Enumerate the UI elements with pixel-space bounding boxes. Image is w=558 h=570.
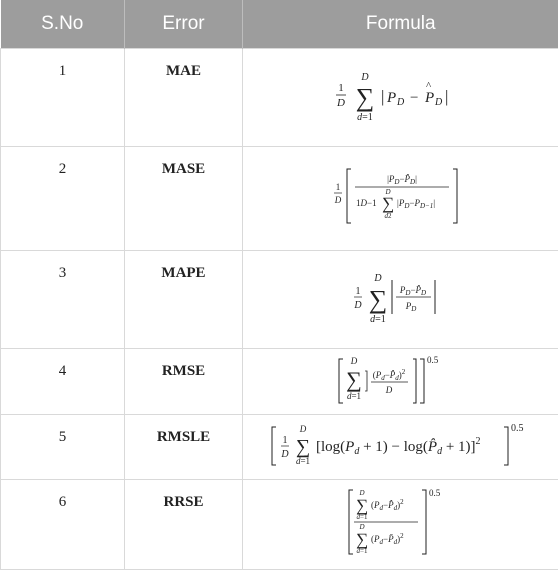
- svg-text:[log(Pd + 1) − log(P̂d + 1)]2: [$\log(P_d + 1)$ − $\log(P̂_d + 1)]^2$: [315, 435, 481, 457]
- svg-text:D: D: [358, 489, 365, 497]
- rrse-formula: [346, 486, 456, 558]
- svg-text:D: D: [373, 273, 382, 284]
- svg-text:1D−1: 1D−1: [355, 198, 377, 208]
- svg-text:∑: ∑: [355, 83, 374, 112]
- svg-text:PD−P̂D: $P_D-P̂_D$: [399, 285, 426, 297]
- svg-text:(Pd−P̂d)2: $(P_d-P̂_d)^2$: [372, 368, 405, 382]
- row-error: MAPE: [125, 251, 243, 349]
- svg-text:∑: ∑: [368, 285, 387, 314]
- svg-text:P: P: [424, 90, 434, 106]
- row-sno: 3: [1, 251, 125, 349]
- rrse-formula-cell: [243, 480, 558, 570]
- table-row: [1, 349, 558, 415]
- row-error: RMSLE: [125, 415, 243, 480]
- svg-text:|: |: [444, 87, 448, 106]
- header-error: Error: [125, 0, 243, 49]
- table-row: [1, 480, 558, 570]
- table-row: [1, 49, 558, 147]
- svg-text:d=1: d=1: [356, 112, 373, 123]
- mase-formula: [331, 165, 471, 227]
- row-sno: 4: [1, 349, 125, 415]
- mase-formula-cell: [243, 147, 558, 251]
- svg-text:(Pd−P̄d)2: $(P_d-P̄_d)^2$: [370, 532, 404, 546]
- table-row: [1, 415, 558, 480]
- svg-text:0.5: 0.5: [428, 488, 440, 498]
- svg-text:D: D: [334, 195, 341, 205]
- svg-text:1: 1: [282, 434, 287, 446]
- svg-text:D: D: [360, 72, 369, 83]
- svg-text:D: D: [336, 97, 345, 109]
- row-error: MAE: [125, 49, 243, 147]
- svg-text:∑: ∑: [355, 530, 368, 549]
- rmsle-formula: [270, 419, 532, 471]
- rmse-formula: [336, 351, 466, 407]
- mape-formula: [351, 266, 451, 328]
- svg-text:D: D: [384, 188, 391, 196]
- svg-text:0.5: 0.5: [510, 422, 523, 434]
- svg-text:∑: ∑: [381, 194, 394, 213]
- svg-text:D: D: [358, 523, 365, 531]
- svg-text:D: D: [396, 97, 404, 108]
- svg-text:d=1: d=1: [356, 547, 367, 555]
- svg-text:PD: $P_D$: [405, 301, 416, 313]
- svg-text:d=1: d=1: [356, 513, 367, 521]
- row-error: RRSE: [125, 480, 243, 570]
- mae-formula: [331, 65, 471, 125]
- row-sno: 2: [1, 147, 125, 251]
- rmsle-formula-cell: [243, 415, 558, 480]
- svg-text:−: −: [409, 90, 418, 106]
- svg-text:|PD−P̂D|: $|P_D-P̂_D|$: [386, 174, 417, 186]
- svg-text:1: 1: [337, 82, 344, 94]
- row-error: MASE: [125, 147, 243, 251]
- rmse-formula-cell: [243, 349, 558, 415]
- table-row: [1, 147, 558, 251]
- svg-text:|PD−PD−1|: $|P_D-P_{D-1}|$: [396, 198, 435, 210]
- svg-text:D: D: [280, 448, 289, 460]
- row-sno: 1: [1, 49, 125, 147]
- header-sno: S.No: [1, 0, 125, 49]
- table-row: [1, 251, 558, 349]
- svg-text:(Pd−P̂d)2: $(P_d-P̂_d)^2$: [370, 498, 404, 512]
- svg-text:D: D: [350, 356, 357, 366]
- header-row: [1, 0, 558, 49]
- svg-text:|: |: [380, 87, 384, 106]
- svg-text:^: ^: [425, 80, 431, 92]
- row-sno: 6: [1, 480, 125, 570]
- svg-text:D: D: [434, 97, 442, 108]
- svg-text:∑: ∑: [355, 496, 368, 515]
- svg-text:d2: d2: [384, 212, 391, 220]
- row-error: RMSE: [125, 349, 243, 415]
- mae-formula-cell: [243, 49, 558, 147]
- mape-formula-cell: [243, 251, 558, 349]
- svg-text:P: P: [386, 90, 396, 106]
- svg-text:1: 1: [355, 286, 360, 297]
- svg-text:D: D: [299, 423, 306, 434]
- svg-text:d=1: d=1: [369, 314, 386, 325]
- row-sno: 5: [1, 415, 125, 480]
- svg-text:d=1: d=1: [295, 455, 310, 466]
- svg-text:1: 1: [335, 182, 340, 192]
- svg-text:D: D: [353, 300, 362, 311]
- svg-text:0.5: 0.5: [426, 355, 438, 365]
- svg-text:d=1: d=1: [346, 391, 361, 401]
- header-formula: Formula: [243, 0, 558, 49]
- svg-text:∑: ∑: [345, 367, 362, 392]
- svg-text:∑: ∑: [295, 435, 310, 458]
- svg-text:D: D: [385, 385, 392, 395]
